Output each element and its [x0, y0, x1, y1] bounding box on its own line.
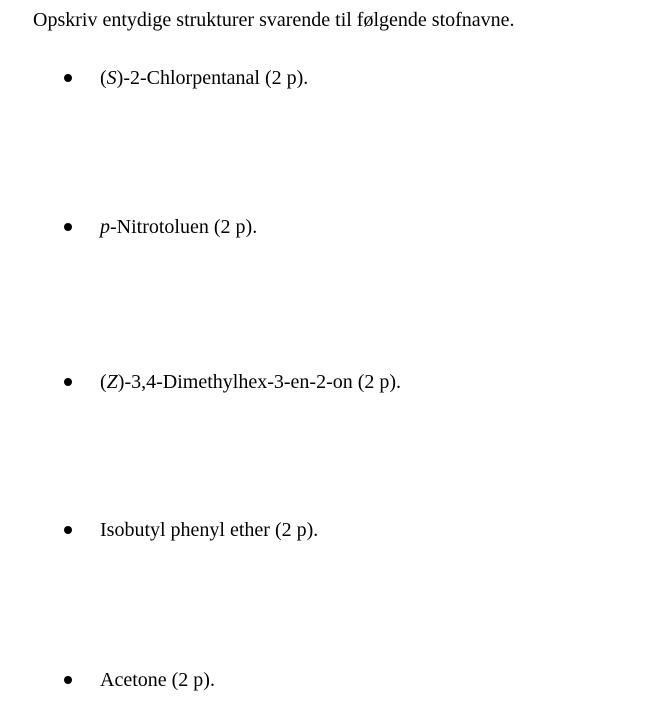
- prefix-open: (: [100, 371, 107, 393]
- prefix-open: (: [100, 67, 107, 89]
- question-item-3: [0, 368, 664, 398]
- prefix-close: ): [116, 67, 124, 89]
- position-descriptor: p: [100, 216, 110, 238]
- compound-name: Isobutyl phenyl ether (2 p).: [100, 519, 319, 541]
- stereo-descriptor: S: [106, 67, 117, 89]
- bullet-icon: [64, 74, 72, 82]
- bullet-icon: [64, 223, 72, 231]
- bullet-icon: [64, 378, 72, 386]
- question-item-4: [0, 516, 664, 546]
- question-item-2: [0, 213, 664, 243]
- question-text: [100, 64, 308, 92]
- stereo-descriptor: Z: [106, 371, 118, 393]
- compound-name: -3,4-Dimethylhex-3-en-2-on (2 p).: [124, 371, 402, 393]
- question-text: [100, 516, 318, 544]
- compound-name: Acetone (2 p).: [100, 669, 215, 691]
- question-text: [100, 213, 257, 241]
- prefix-close: ): [117, 371, 125, 393]
- question-item-5: [0, 666, 664, 696]
- compound-name: -Nitrotoluen (2 p).: [110, 216, 258, 238]
- instructions-text: Opskriv entydige strukturer svarende til følgende stofnavne.: [33, 9, 515, 31]
- bullet-icon: [64, 526, 72, 534]
- question-text: [100, 666, 215, 694]
- bullet-icon: [64, 676, 72, 684]
- compound-name: -2-Chlorpentanal (2 p).: [123, 67, 309, 89]
- question-item-1: [0, 64, 664, 94]
- question-text: [100, 368, 401, 396]
